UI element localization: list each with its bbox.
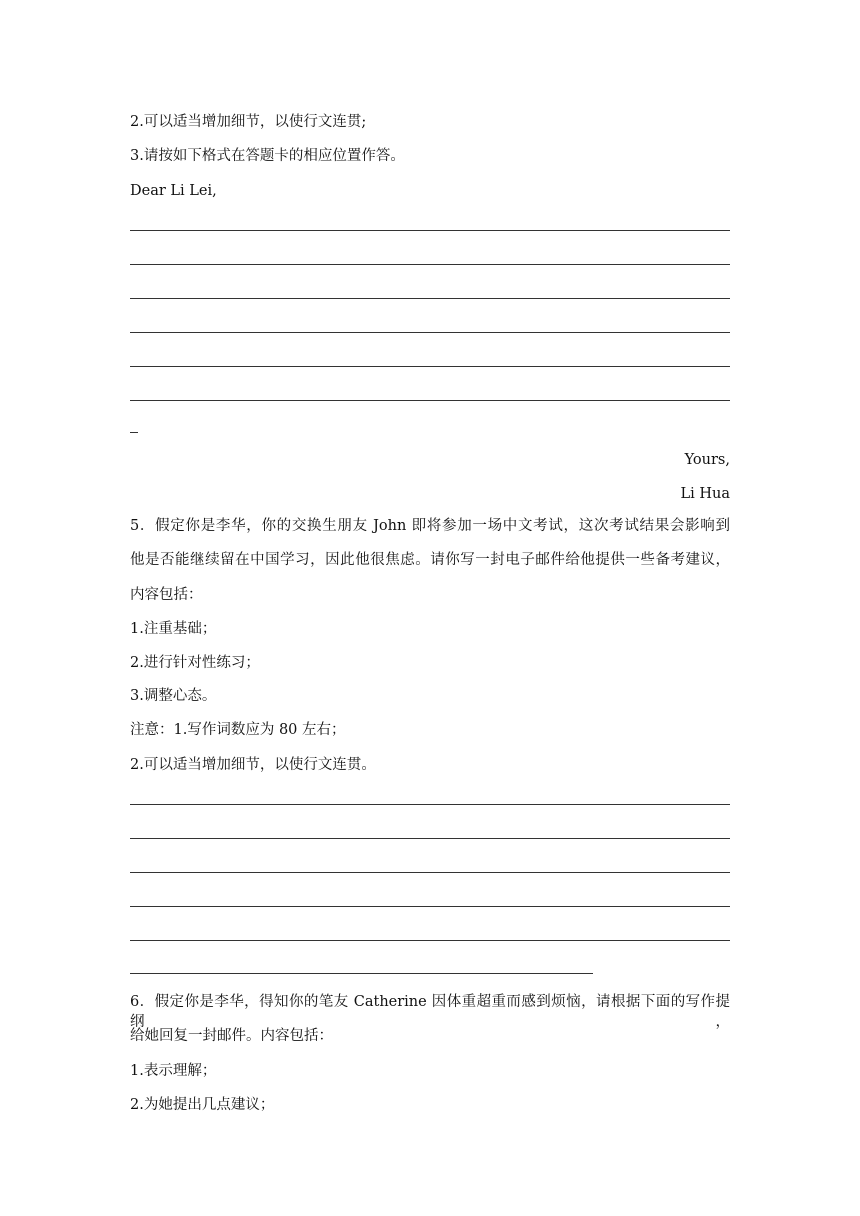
answer-line-end bbox=[130, 432, 138, 433]
letter-signature: Li Hua bbox=[680, 486, 730, 502]
answer-line bbox=[130, 973, 593, 974]
section5-note-1: 注意：1.写作词数应为 80 左右； bbox=[130, 722, 346, 738]
letter-salutation: Dear Li Lei, bbox=[130, 183, 217, 199]
answer-line bbox=[130, 366, 730, 367]
section6-prompt-line-1: 6．假定你是李华，得知你的笔友 Catherine 因体重超重而感到烦恼，请根据下面的写作提纲， bbox=[130, 994, 730, 1030]
answer-line bbox=[130, 264, 730, 265]
answer-line bbox=[130, 838, 730, 839]
section6-point-1: 1.表示理解； bbox=[130, 1063, 217, 1079]
section5-prompt-line-3: 内容包括： bbox=[130, 587, 203, 603]
section4-note-2: 2.可以适当增加细节，以使行文连贯; bbox=[130, 114, 367, 130]
letter-closing: Yours, bbox=[684, 452, 730, 468]
answer-line bbox=[130, 230, 730, 231]
answer-line bbox=[130, 400, 730, 401]
answer-line bbox=[130, 872, 730, 873]
section6-point-2: 2.为她提出几点建议； bbox=[130, 1097, 275, 1113]
section6-prompt-line-2: 给她回复一封邮件。内容包括： bbox=[130, 1028, 333, 1044]
answer-line bbox=[130, 332, 730, 333]
section5-note-2: 2.可以适当增加细节，以使行文连贯。 bbox=[130, 757, 376, 773]
answer-line bbox=[130, 298, 730, 299]
section4-note-3: 3.请按如下格式在答题卡的相应位置作答。 bbox=[130, 148, 405, 164]
answer-line bbox=[130, 906, 730, 907]
section5-point-2: 2.进行针对性练习； bbox=[130, 655, 260, 671]
section5-point-1: 1.注重基础； bbox=[130, 621, 217, 637]
answer-line bbox=[130, 804, 730, 805]
section5-point-3: 3.调整心态。 bbox=[130, 688, 217, 704]
section5-prompt-line-1: 5．假定你是李华，你的交换生朋友 John 即将参加一场中文考试，这次考试结果会影响到 bbox=[130, 518, 730, 534]
section5-prompt-line-2: 他是否能继续留在中国学习，因此他很焦虑。请你写一封电子邮件给他提供一些备考建议， bbox=[130, 552, 730, 568]
answer-line bbox=[130, 940, 730, 941]
